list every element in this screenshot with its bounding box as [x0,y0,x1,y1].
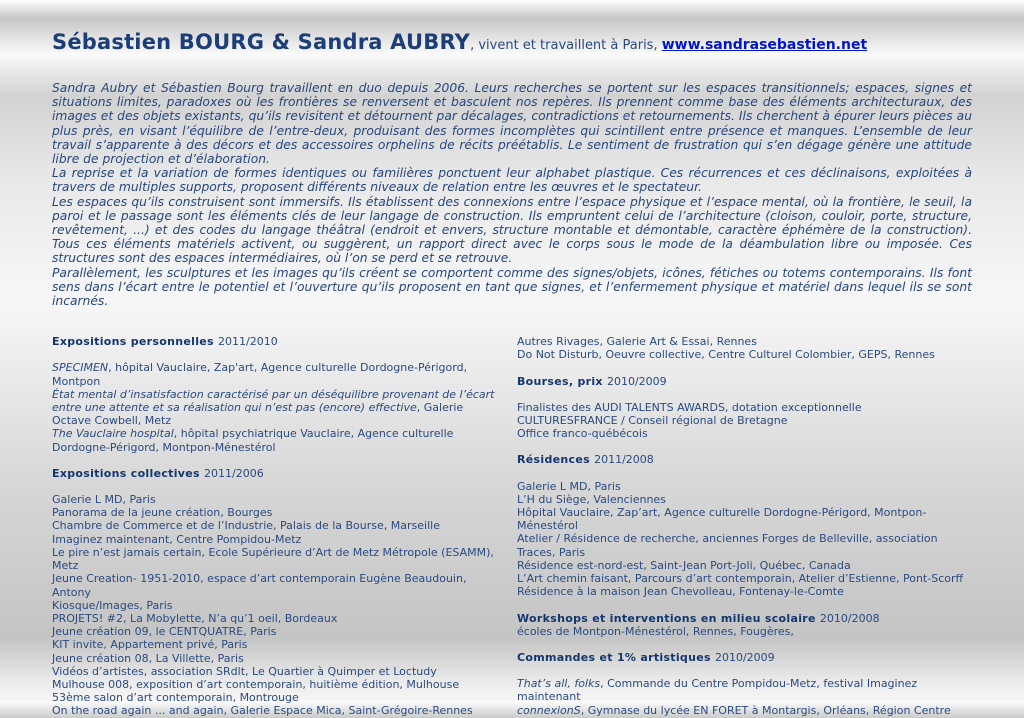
cv-entry: connexionS, Gymnase du lycée EN FORET à Montargis, Orléans, Région Centre [517,703,951,717]
section-title: Expositions personnelles [52,335,219,349]
section-years: 2011/2006 [204,466,264,480]
work-title: That’s all, folks [517,677,601,691]
cv-entry: KIT invite, Appartement privé, Paris [52,638,248,652]
cv-section [517,453,972,598]
section-title: Commandes et 1% artistiques [517,650,715,664]
section-title: Workshops et interventions en milieu scolaire [517,611,820,625]
section-title: Bourses, prix [517,374,607,388]
cv-column-left [52,335,517,717]
cv-entry: Galerie L MD, Paris [52,493,156,507]
cv-entry: Galerie L MD, Paris [517,479,621,493]
section-heading [52,335,503,348]
section-years: 2010/2009 [714,650,775,664]
section-heading [517,375,972,388]
cv-entry: L’H du Siège, Valenciennes [517,492,666,506]
cv-entry: Jeune création 08, La Villette, Paris [52,651,244,665]
cv-column-right [517,335,972,717]
section-years: 2011/2008 [594,453,654,467]
section-years: 2010/2008 [819,611,880,625]
cv-entry: Résidence à la maison Jean Chevolleau, Fontenay-le-Comte [517,585,844,599]
statement-paragraph: Sandra Aubry et Sébastien Bourg travaillent en duo depuis 2006. Leurs recherches se portent sur les espaces transitionnels; espaces, signes et situations limites, paradoxes où les frontières se renversent et basculent nos repères. Ils prennent comme base des éléments architecturaux, des images et des objets existants, qu’ils revisitent et détournent par décalages, contradictions et retournements. Ils cherchent à épurer leurs pièces au plus près, en visant l’équilibre de l’entre-deux, produisant des formes incomplètes qui scintillent entre présence et manques. L’ensemble de leur travail s’apparente à des décors et des accessoires orphelins de récits préétablis. Le sentiment de frustration qui s’en dégage génère une attitude libre de projection et d’élaboration. [52,81,972,167]
work-title: SPECIMEN [52,361,109,375]
cv-entry: Do Not Disturb, Oeuvre collective, Centre Culturel Colombier, GEPS, Rennes [517,348,935,362]
cv-entry: Finalistes des AUDI TALENTS AWARDS, dotation exceptionnelle [517,400,862,414]
section-heading [52,467,503,480]
cv-entry: Jeune Creation- 1951-2010, espace d’art contemporain Eugène Beaudouin, Antony [52,572,467,599]
section-years: 2010/2009 [606,374,667,388]
cv-section [517,651,972,717]
cv-entry: Chambre de Commerce et de l’Industrie, Palais de la Bourse, Marseille [52,519,440,533]
cv-entry: CULTURESFRANCE / Conseil régional de Bretagne [517,414,788,428]
cv-columns [52,335,972,717]
statement-paragraph: Les espaces qu’ils construisent sont immersifs. Ils établissent des connexions entre l’espace physique et l’espace mental, où la frontière, le seuil, la paroi et le passage sont les éléments clés de leur langage de construction. Ils empruntent celui de l’architecture (cloison, couloir, porte, structure, revêtement, ...) et des codes du langage théâtral (endroit et envers, structure montable et démontable, caractère éphémère de la construction). Tous ces éléments matériels activent, ou suggèrent, un rapport direct avec le corps sous le mode de la déambulation libre ou imposée. Ces structures sont des espaces intermédiaires, où l’on se perd et se retrouve. [52,194,972,266]
cv-entry: Panorama de la jeune création, Bourges [52,506,273,520]
section-heading [517,453,972,466]
cv-entry: Autres Rivages, Galerie Art & Essai, Rennes [517,335,757,349]
cv-section [517,335,972,361]
section-title: Résidences [517,453,595,467]
work-title: connexionS [517,703,581,717]
cv-entry: Office franco-québécois [517,427,648,441]
work-title: État mental d’insatisfaction caractérisé par un déséquilibre provenant de l’écart entre une attente et sa réalisation qui n’est pas (encore) effective [52,387,495,415]
artist-names: Sébastien BOURG & Sandra AUBRY [52,30,471,54]
cv-entry: SPECIMEN, hôpital Vauclaire, Zap'art, Agence culturelle Dordogne-Périgord, Montpon [52,361,468,388]
section-years: 2011/2010 [218,335,278,349]
cv-section [52,335,503,454]
website-link[interactable]: www.sandrasebastien.net [661,37,868,53]
cv-entry: That’s all, folks, Commande du Centre Pompidou-Metz, festival Imaginez maintenant [517,677,918,704]
cv-entry: Mulhouse 008, exposition d’art contemporain, huitième édition, Mulhouse [52,677,460,691]
artist-statement [52,81,972,308]
cv-entry: écoles de Montpon-Ménestérol, Rennes, Fougères, [517,624,794,638]
section-heading [517,612,972,625]
cv-entry: Hôpital Vauclaire, Zap’art, Agence culturelle Dordogne-Périgord, Montpon-Ménestérol [517,506,927,533]
cv-entry: État mental d’insatisfaction caractérisé par un déséquilibre provenant de l’écart entre une attente et sa réalisation qui n’est pas (encore) effective, Galerie Octave Cowbell, Metz [52,387,495,428]
cv-entry: Atelier / Résidence de recherche, anciennes Forges de Belleville, association Traces, Paris [517,532,938,559]
page-header [52,30,972,54]
work-title: The Vauclaire hospital [52,427,174,441]
cv-entry: Imaginez maintenant, Centre Pompidou-Metz [52,532,302,546]
cv-entry: Kiosque/Images, Paris [52,598,173,612]
header-tagline: , vivent et travaillent à Paris, [470,38,662,53]
statement-paragraph: La reprise et la variation de formes identiques ou familières ponctuent leur alphabet plastique. Ces récurrences et ces déclinaisons, exploitées à travers de multiples supports, proposent différents niveaux de relation entre les œuvres et le spectateur. [52,166,972,195]
cv-entry: On the road again ... and again, Galerie Espace Mica, Saint-Grégoire-Rennes [52,704,473,718]
section-heading [517,651,972,664]
cv-entry: PROJETS! #2, La Mobylette, N’a qu’1 oeil, Bordeaux [52,611,338,625]
cv-entry: The Vauclaire hospital, hôpital psychiatrique Vauclaire, Agence culturelle Dordogne-Périgord, Montpon-Ménestérol [52,427,454,454]
cv-entry: Résidence est-nord-est, Saint-Jean Port-Joli, Québec, Canada [517,558,851,572]
cv-entry: L’Art chemin faisant, Parcours d’art contemporain, Atelier d’Estienne, Pont-Scorff [517,572,964,586]
cv-section [517,612,972,638]
section-title: Expositions collectives [52,466,204,480]
cv-entry: Le pire n’est jamais certain, Ecole Supérieure d’Art de Metz Métropole (ESAMM), Metz [52,545,494,573]
statement-paragraph: Parallèlement, les sculptures et les images qu’ils créent se comportent comme des signes/objets, icônes, fétiches ou totems contemporains. Ils font sens dans l’écart entre le potentiel et l’ouverture qu’ils proposent en tant que signes, et l’enfermement physique et matériel dans lequel ils se sont incarnés. [52,265,972,309]
cv-section [52,467,503,718]
cv-entry: 53ème salon d’art contemporain, Montrouge [52,691,299,705]
cv-entry: Vidéos d’artistes, association SRdlt, Le Quartier à Quimper et Loctudy [52,664,437,678]
cv-section [517,375,972,441]
cv-entry: Jeune création 09, le CENTQUATRE, Paris [52,625,277,639]
